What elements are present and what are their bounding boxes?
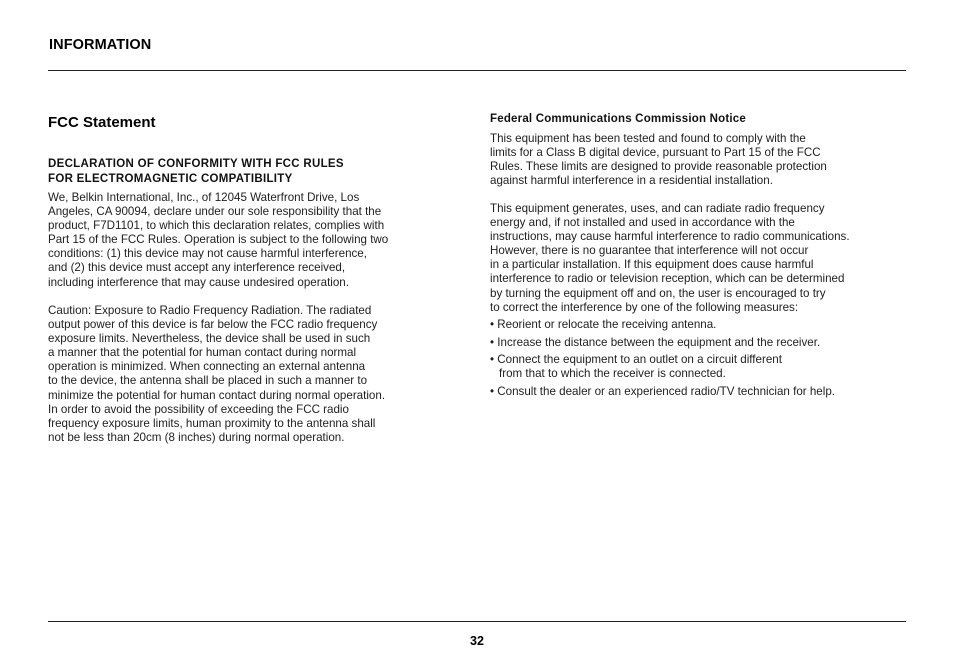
- page-section-title: INFORMATION: [49, 37, 152, 53]
- declaration-paragraph: [48, 191, 388, 290]
- text-line: In order to avoid the possibility of exceeding the FCC radio: [48, 402, 349, 416]
- text-line: Angeles, CA 90094, declare under our sole responsibility that the: [48, 205, 382, 219]
- caution-paragraph: [48, 304, 385, 445]
- interference-paragraph: [490, 202, 850, 315]
- list-item: [490, 353, 835, 381]
- text-line: in a particular installation. If this equipment does cause harmful: [490, 258, 814, 272]
- text-line: Part 15 of the FCC Rules. Operation is subject to the following two: [48, 233, 389, 247]
- text-line: frequency exposure limits, human proximity to the antenna shall: [48, 416, 376, 430]
- list-item: [490, 318, 835, 332]
- declaration-heading-line: FOR ELECTROMAGNETIC COMPATIBILITY: [48, 172, 293, 185]
- text-line: not be less than 20cm (8 inches) during normal operation.: [48, 430, 345, 444]
- text-line: This equipment has been tested and found to comply with the: [490, 132, 806, 145]
- text-line: conditions: (1) this device may not cause harmful interference,: [48, 247, 367, 261]
- text-line: a manner that the potential for human contact during normal: [48, 346, 357, 360]
- text-line: output power of this device is far below the FCC radio frequency: [48, 318, 378, 332]
- text-line: and (2) this device must accept any interference received,: [48, 261, 346, 275]
- list-item: [490, 385, 835, 399]
- text-line: operation is minimized. When connecting an external antenna: [48, 360, 366, 374]
- declaration-heading: [48, 157, 448, 186]
- compliance-paragraph: [490, 132, 827, 188]
- text-line: Rules. These limits are designed to provide reasonable protection: [490, 160, 827, 174]
- text-line: energy and, if not installed and used in accordance with the: [490, 216, 795, 230]
- text-line: interference to radio or television reception, which can be determined: [490, 272, 845, 286]
- footer-divider: [48, 621, 906, 622]
- declaration-heading-line: DECLARATION OF CONFORMITY WITH FCC RULES: [48, 158, 344, 170]
- text-line: by turning the equipment off and on, the user is encouraged to try: [490, 286, 826, 300]
- text-line: However, there is no guarantee that interference will not occur: [490, 244, 809, 258]
- text-line: limits for a Class B digital device, pursuant to Part 15 of the FCC: [490, 146, 821, 160]
- text-line: This equipment generates, uses, and can radiate radio frequency: [490, 202, 825, 215]
- text-line: Caution: Exposure to Radio Frequency Radiation. The radiated: [48, 304, 372, 317]
- list-item-text: • Consult the dealer or an experienced radio/TV technician for help.: [490, 384, 835, 398]
- text-line: minimize the potential for human contact during normal operation.: [48, 388, 386, 402]
- fcc-notice-heading: Federal Communications Commission Notice: [490, 113, 746, 125]
- text-line: including interference that may cause undesired operation.: [48, 275, 349, 289]
- fcc-statement-title: FCC Statement: [48, 114, 156, 131]
- page-number: 32: [470, 634, 484, 648]
- text-line: against harmful interference in a residential installation.: [490, 174, 773, 188]
- text-line: to the device, the antenna shall be placed in such a manner to: [48, 374, 368, 388]
- text-line: We, Belkin International, Inc., of 12045 Waterfront Drive, Los: [48, 191, 360, 204]
- list-item: [490, 336, 835, 350]
- text-line: to correct the interference by one of the following measures:: [490, 300, 799, 314]
- text-line: exposure limits. Nevertheless, the device shall be used in such: [48, 332, 371, 346]
- text-line: instructions, may cause harmful interference to radio communications.: [490, 230, 850, 244]
- measures-list: [490, 318, 835, 402]
- list-item-text: • Reorient or relocate the receiving antenna.: [490, 318, 717, 331]
- list-item-text: from that to which the receiver is connected.: [499, 367, 726, 381]
- text-line: product, F7D1101, to which this declaration relates, complies with: [48, 219, 385, 233]
- list-item-text: • Connect the equipment to an outlet on a circuit different: [490, 353, 782, 367]
- header-divider: [48, 70, 906, 71]
- list-item-text: • Increase the distance between the equipment and the receiver.: [490, 335, 821, 349]
